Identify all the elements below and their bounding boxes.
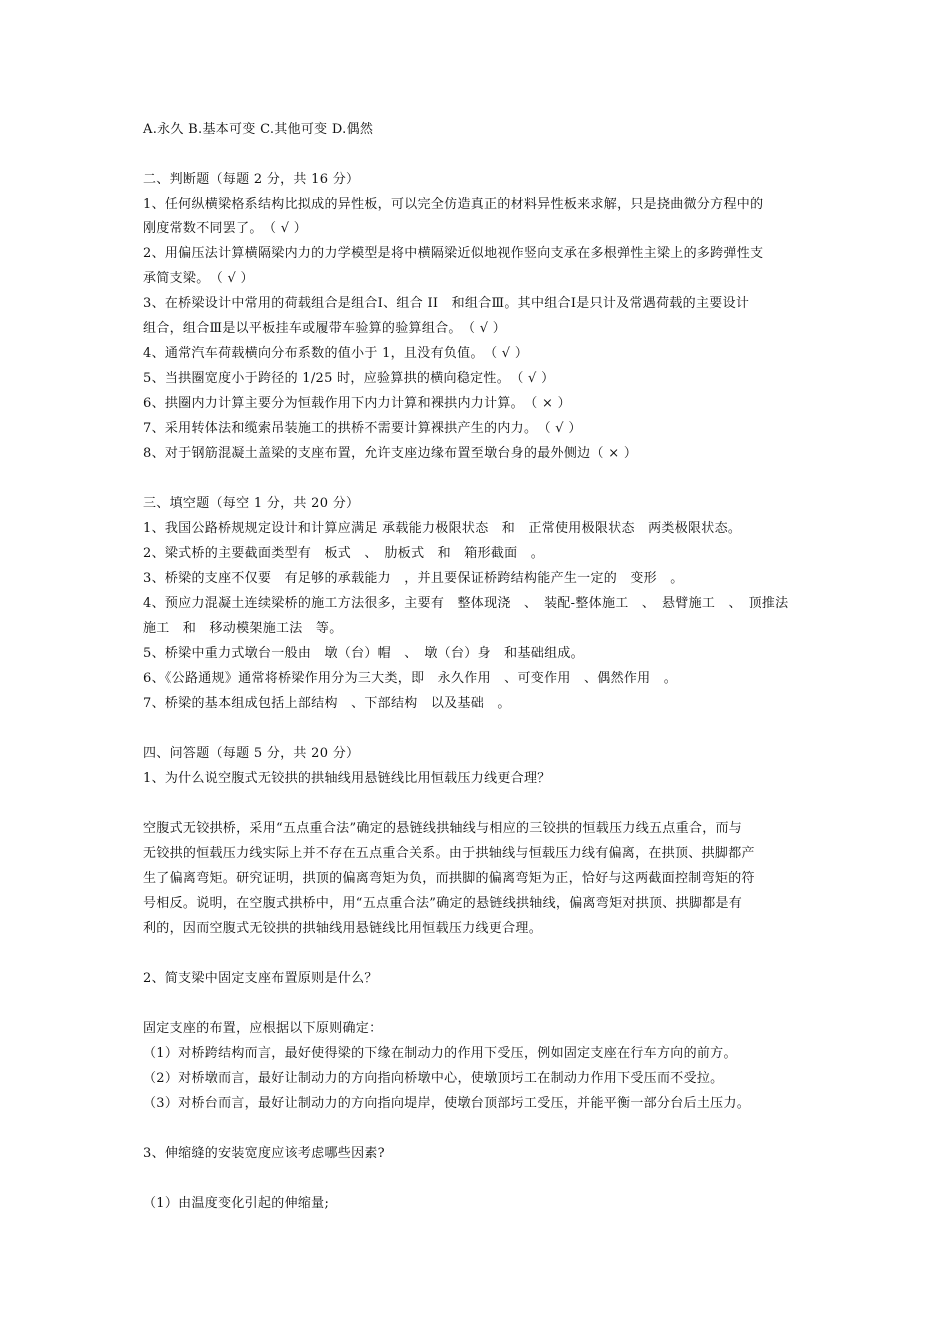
qa-question-3: 3、伸缩缝的安装宽度应该考虑哪些因素? — [143, 1146, 385, 1161]
fill-line: 4、预应力混凝土连续梁桥的施工方法很多，主要有 整体现浇 、 装配-整体施工 、 悬臂施工 、 顶推法 — [143, 596, 789, 611]
fill-line: 施工 和 移动模架施工法 等。 — [143, 621, 343, 636]
judge-line: 8、对于钢筋混凝土盖梁的支座布置，允许支座边缘布置至墩台身的最外侧边（ × ） — [143, 446, 638, 461]
judge-line: 6、拱圈内力计算主要分为恒载作用下内力计算和裸拱内力计算。 （ × ） — [143, 396, 571, 411]
qa-answer-3-line: （1）由温度变化引起的伸缩量; — [143, 1196, 330, 1211]
judge-line: 承简支梁。 （ √ ） — [143, 271, 254, 286]
qa-answer-2-line: （3）对桥台而言，最好让制动力的方向指向堤岸，使墩台顶部圬工受压，并能平衡一部分台后土压力。 — [143, 1096, 751, 1111]
judge-line: 2、用偏压法计算横隔梁内力的力学模型是将中横隔梁近似地视作竖向支承在多根弹性主梁上的多跨弹性支 — [143, 246, 764, 261]
fill-line: 5、桥梁中重力式墩台一般由 墩（台）帽 、 墩（台）身 和基础组成。 — [143, 646, 584, 661]
judge-line: 刚度常数不同罢了。 （ √ ） — [143, 221, 308, 236]
judge-line: 4、通常汽车荷载横向分布系数的值小于 1，且没有负值。 （ √ ） — [143, 346, 529, 361]
qa-answer-1-line: 无铰拱的恒载压力线实际上并不存在五点重合关系。由于拱轴线与恒载压力线有偏离，在拱顶、拱脚都产 — [143, 846, 755, 861]
qa-answer-1-line: 利的，因而空腹式无铰拱的拱轴线用悬链线比用恒载压力线更合理。 — [143, 921, 543, 936]
section-heading-judge: 二、判断题（每题 2 分，共 16 分） — [143, 172, 360, 187]
qa-answer-1-line: 号相反。说明，在空腹式拱桥中，用“五点重合法”确定的悬链线拱轴线，偏离弯矩对拱顶、拱脚都是有 — [143, 896, 743, 911]
qa-question-2: 2、简支梁中固定支座布置原则是什么？ — [143, 971, 378, 986]
qa-answer-2-line: 固定支座的布置，应根据以下原则确定： — [143, 1021, 383, 1036]
fill-line: 3、桥梁的支座不仅要 有足够的承载能力 ，并且要保证桥跨结构能产生一定的 变形 。 — [143, 571, 684, 586]
judge-line: 1、任何纵横梁格系结构比拟成的异性板，可以完全仿造真正的材料异性板来求解，只是挠曲微分方程中的 — [143, 197, 764, 212]
section-heading-qa: 四、问答题（每题 5 分，共 20 分） — [143, 746, 360, 761]
qa-question-1: 1、为什么说空腹式无铰拱的拱轴线用悬链线比用恒载压力线更合理？ — [143, 771, 551, 786]
fill-line: 2、梁式桥的主要截面类型有 板式 、 肋板式 和 箱形截面 。 — [143, 546, 545, 561]
qa-answer-2-line: （2）对桥墩而言，最好让制动力的方向指向桥墩中心，使墩顶圬工在制动力作用下受压而不受拉。 — [143, 1071, 724, 1086]
judge-line: 3、在桥梁设计中常用的荷载组合是组合Ⅰ、组合 II 和组合Ⅲ。其中组合Ⅰ是只计及常遇荷载的主要设计 — [143, 296, 750, 311]
judge-line: 5、当拱圈宽度小于跨径的 1/25 时，应验算拱的横向稳定性。 （ √ ） — [143, 371, 555, 386]
fill-line: 6、《公路通规》通常将桥梁作用分为三大类，即 永久作用 、可变作用 、偶然作用 。 — [143, 671, 678, 686]
section-heading-fill: 三、填空题（每空 1 分，共 20 分） — [143, 496, 360, 511]
fill-line: 1、我国公路桥规规定设计和计算应满足 承载能力极限状态 和 正常使用极限状态 两类极限状态。 — [143, 521, 742, 536]
qa-answer-1-line: 空腹式无铰拱桥，采用“五点重合法”确定的悬链线拱轴线与相应的三铰拱的恒载压力线五点重合，而与 — [143, 821, 743, 836]
fill-line: 7、桥梁的基本组成包括上部结构 、下部结构 以及基础 。 — [143, 696, 511, 711]
judge-line: 组合，组合Ⅲ是以平板挂车或履带车验算的验算组合。 （ √ ） — [143, 321, 507, 336]
qa-answer-2-line: （1）对桥跨结构而言，最好使得梁的下缘在制动力的作用下受压，例如固定支座在行车方向的前方。 — [143, 1046, 737, 1061]
qa-answer-1-line: 生了偏离弯矩。研究证明，拱顶的偏离弯矩为负，而拱脚的偏离弯矩为正，恰好与这两截面控制弯矩的符 — [143, 871, 755, 886]
judge-line: 7、采用转体法和缆索吊装施工的拱桥不需要计算裸拱产生的内力。 （ √ ） — [143, 421, 582, 436]
question-options: A.永久 B.基本可变 C.其他可变 D.偶然 — [143, 122, 374, 137]
